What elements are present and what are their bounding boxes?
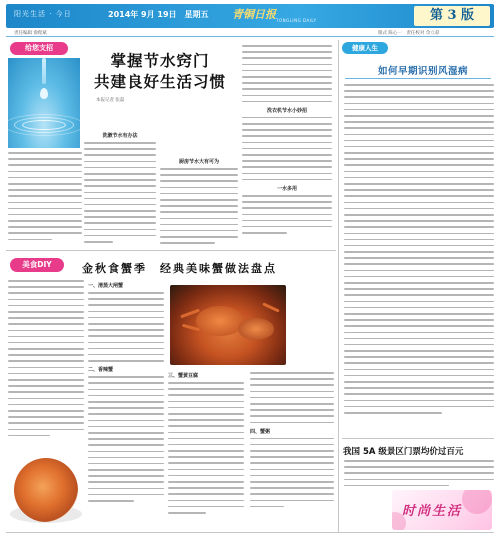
text-lines bbox=[250, 372, 334, 423]
page-bottom-rule bbox=[6, 532, 494, 533]
water-droplet-shape bbox=[40, 88, 48, 99]
text-lines bbox=[344, 84, 494, 414]
food-headline: 金秋食蟹季 经典美味蟹做法盘点 bbox=[82, 262, 277, 275]
food-subhead-2: 二、香辣蟹 bbox=[88, 367, 114, 374]
layout-credit: 版式 陈心一 责任校对 佘立彩 bbox=[378, 31, 440, 36]
issue-date: 2014年 9月 19日 星期五 bbox=[108, 10, 209, 19]
text-lines bbox=[250, 438, 334, 508]
health-section-badge: 健康人生 bbox=[342, 42, 388, 54]
feature-headline-line-1: 掌握节水窍门 bbox=[110, 51, 210, 70]
crab-shape bbox=[196, 306, 244, 336]
feature-subhead-4: 一水多用 bbox=[276, 185, 297, 192]
text-lines bbox=[88, 376, 164, 501]
feature-author: 本报记者 张磊 bbox=[96, 98, 125, 103]
feature-body-column-2 bbox=[84, 108, 156, 247]
food-subhead-1: 一、清蒸大闸蟹 bbox=[88, 283, 124, 289]
section-divider bbox=[342, 438, 494, 439]
masthead bbox=[6, 4, 494, 28]
water-stream-shape bbox=[42, 58, 46, 84]
ripple-shape bbox=[22, 120, 66, 130]
editor-bar bbox=[6, 29, 494, 37]
food-body-column-2 bbox=[88, 280, 164, 506]
food-subhead-4: 四、蟹粥 bbox=[250, 428, 271, 435]
text-lines bbox=[242, 195, 332, 234]
feature-subhead-3: 洗衣机节水小妙招 bbox=[266, 107, 307, 114]
masthead-logo: 阳光生活 · 今日 bbox=[14, 10, 72, 18]
column-divider bbox=[338, 40, 339, 532]
crab-shape bbox=[238, 318, 274, 340]
headline-rule bbox=[345, 78, 491, 79]
text-lines bbox=[344, 460, 494, 486]
text-lines bbox=[84, 142, 156, 243]
text-lines bbox=[242, 117, 332, 180]
text-lines bbox=[8, 280, 84, 436]
food-subhead-3: 三、蟹黄豆腐 bbox=[168, 373, 199, 379]
bubble-decoration bbox=[462, 490, 492, 514]
feature-headline bbox=[84, 50, 236, 92]
crab-dish-photo bbox=[14, 458, 78, 522]
feature-body-column-1 bbox=[8, 152, 82, 245]
text-lines bbox=[88, 292, 164, 362]
editor-credit: 责任编辑 俞程斌 bbox=[14, 31, 47, 36]
newspaper-title: 青铜日报 bbox=[232, 8, 276, 21]
feature-section-badge: 给您支招 bbox=[10, 42, 68, 55]
feature-subhead-1: 洗漱节水有办法 bbox=[102, 133, 138, 139]
food-section-badge: 美食DIY bbox=[10, 258, 64, 272]
text-lines bbox=[168, 382, 244, 514]
feature-headline-line-2: 共建良好生活习惯 bbox=[93, 72, 226, 91]
tourism-headline: 我国 5A 级景区门票均价过百元 bbox=[343, 447, 464, 457]
text-lines bbox=[242, 45, 332, 102]
page-number: 第 3 版 bbox=[414, 6, 490, 26]
health-headline: 如何早期识别风湿病 bbox=[377, 66, 468, 77]
lifestyle-banner bbox=[392, 490, 492, 530]
food-body-column-3 bbox=[168, 372, 244, 518]
lifestyle-banner-text: 时尚生活 bbox=[402, 504, 463, 519]
section-divider bbox=[6, 250, 336, 251]
feature-body-column-3 bbox=[160, 108, 238, 248]
feature-subhead-2: 厨房节水大有可为 bbox=[178, 159, 219, 165]
food-body-column-1 bbox=[8, 280, 84, 441]
newspaper-title-english: TONGLING DAILY bbox=[276, 18, 317, 23]
health-body bbox=[344, 84, 494, 418]
feature-body-column-4 bbox=[242, 45, 332, 238]
tourism-body bbox=[344, 460, 494, 491]
text-lines bbox=[8, 152, 82, 240]
text-lines bbox=[160, 168, 238, 244]
food-body-column-4 bbox=[250, 372, 334, 512]
